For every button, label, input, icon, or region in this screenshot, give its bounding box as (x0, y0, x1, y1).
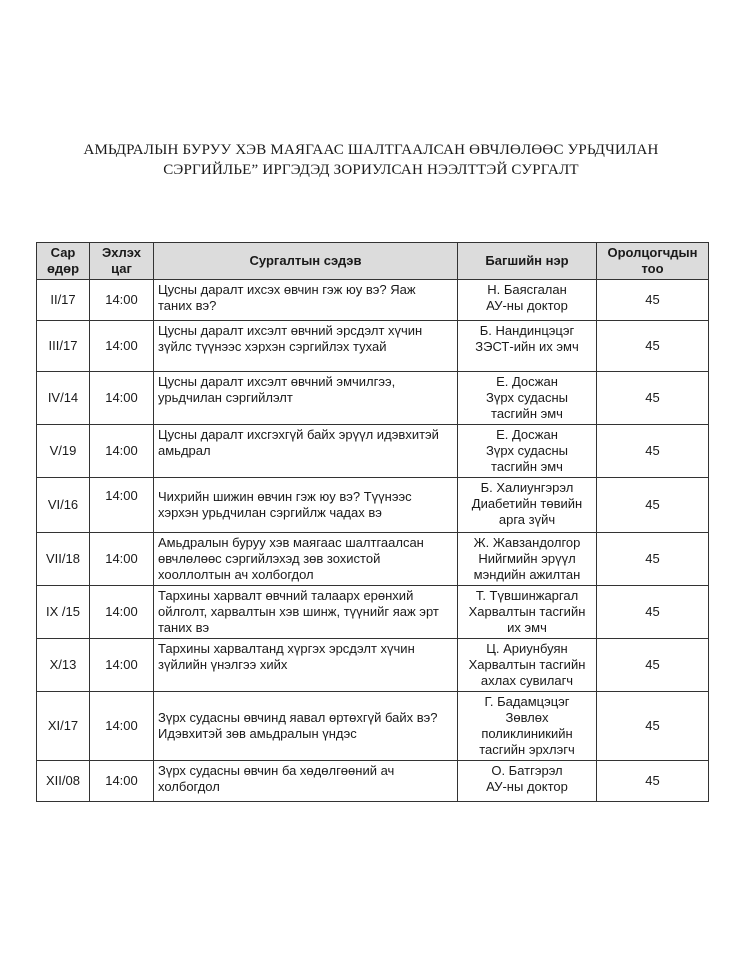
cell-time: 14:00 (90, 692, 154, 761)
cell-date: IV/14 (37, 372, 90, 425)
table-row (37, 321, 709, 372)
table-row (37, 586, 709, 639)
cell-time: 14:00 (90, 425, 154, 478)
table-row (37, 478, 709, 533)
cell-time: 14:00 (90, 280, 154, 321)
cell-topic: Зүрх судасны өвчинд яавал өртөхгүй байх вэ? Идэвхитэй зөв амьдралын үндэс (154, 692, 458, 761)
cell-teacher: Н. Баясгалан АУ-ны доктор (458, 280, 597, 321)
cell-teacher: Б. Нандинцэцэг ЗЭСТ-ийн их эмч (458, 321, 597, 372)
cell-date: XI/17 (37, 692, 90, 761)
cell-date: XII/08 (37, 761, 90, 802)
title-line-1: АМЬДРАЛЫН БУРУУ ХЭВ МАЯГААС ШАЛТГААЛСАН ӨВЧЛӨЛӨӨС УРЬДЧИЛАН (83, 142, 659, 158)
cell-topic: Тархины харвалтанд хүргэх эрсдэлт хүчин зүйлийн үнэлгээ хийх (154, 639, 458, 692)
cell-teacher: Е. Досжан Зүрх судасны тасгийн эмч (458, 425, 597, 478)
cell-teacher: Г. Бадамцэцэг Зөвлөх поликлиникийн тасгийн эрхлэгч (458, 692, 597, 761)
cell-date: VI/16 (37, 478, 90, 533)
cell-topic: Тархины харвалт өвчний талаарх ерөнхий ойлголт, харвалтын хэв шинж, түүнийг яаж эрт таних вэ (154, 586, 458, 639)
page-title (0, 140, 742, 180)
cell-topic: Чихрийн шижин өвчин гэж юу вэ? Түүнээс хэрхэн урьдчилан сэргийлж чадах вэ (154, 478, 458, 533)
header-teacher: Багшийн нэр (458, 243, 597, 280)
cell-topic: Цусны даралт ихсгэхгүй байх эрүүл идэвхитэй амьдрал (154, 425, 458, 478)
table-row (37, 533, 709, 586)
cell-date: III/17 (37, 321, 90, 372)
cell-topic: Амьдралын буруу хэв маягаас шалтгаалсан өвчлөлөөс сэргийлэхэд зөв зохистой хооллолтын ач холбогдол (154, 533, 458, 586)
table-row (37, 372, 709, 425)
cell-participants: 45 (597, 533, 709, 586)
cell-participants: 45 (597, 639, 709, 692)
cell-time: 14:00 (90, 372, 154, 425)
cell-participants: 45 (597, 478, 709, 533)
header-participants: Оролцогчдын тоо (597, 243, 709, 280)
cell-time: 14:00 (90, 639, 154, 692)
cell-teacher: О. Батгэрэл АУ-ны доктор (458, 761, 597, 802)
table-row (37, 692, 709, 761)
cell-time: 14:00 (90, 478, 154, 533)
cell-time: 14:00 (90, 533, 154, 586)
cell-topic: Цусны даралт ихсэлт өвчний эмчилгээ, урьдчилан сэргийлэлт (154, 372, 458, 425)
cell-participants: 45 (597, 425, 709, 478)
cell-participants: 45 (597, 692, 709, 761)
cell-date: IX /15 (37, 586, 90, 639)
cell-topic: Цусны даралт ихсэлт өвчний эрсдэлт хүчин зүйлс түүнээс хэрхэн сэргийлэх тухай (154, 321, 458, 372)
table-row (37, 425, 709, 478)
cell-participants: 45 (597, 321, 709, 372)
table-row (37, 280, 709, 321)
cell-time: 14:00 (90, 761, 154, 802)
training-schedule-table (36, 242, 709, 802)
cell-date: V/19 (37, 425, 90, 478)
table-header-row (37, 243, 709, 280)
cell-participants: 45 (597, 761, 709, 802)
cell-teacher: Т. Түвшинжаргал Харвалтын тасгийн их эмч (458, 586, 597, 639)
cell-time: 14:00 (90, 586, 154, 639)
cell-date: X/13 (37, 639, 90, 692)
title-line-2: СЭРГИЙЛЬЕ” ИРГЭДЭД ЗОРИУЛСАН НЭЭЛТТЭЙ СУРГАЛТ (163, 162, 579, 178)
cell-topic: Цусны даралт ихсэх өвчин гэж юу вэ? Яаж таних вэ? (154, 280, 458, 321)
cell-teacher: Е. Досжан Зүрх судасны тасгийн эмч (458, 372, 597, 425)
cell-participants: 45 (597, 586, 709, 639)
cell-teacher: Ж. Жавзандолгор Нийгмийн эрүүл мэндийн ажилтан (458, 533, 597, 586)
cell-date: II/17 (37, 280, 90, 321)
table-row (37, 639, 709, 692)
cell-participants: 45 (597, 372, 709, 425)
header-month-day: Сар өдөр (37, 243, 90, 280)
cell-date: VII/18 (37, 533, 90, 586)
cell-teacher: Ц. Ариунбуян Харвалтын тасгийн ахлах сувилагч (458, 639, 597, 692)
header-start-time: Эхлэх цаг (90, 243, 154, 280)
cell-teacher: Б. Халиунгэрэл Диабетийн төвийн арга зүйч (458, 478, 597, 533)
table-row (37, 761, 709, 802)
cell-topic: Зүрх судасны өвчин ба хөдөлгөөний ач холбогдол (154, 761, 458, 802)
header-topic: Сургалтын сэдэв (154, 243, 458, 280)
cell-time: 14:00 (90, 321, 154, 372)
cell-participants: 45 (597, 280, 709, 321)
